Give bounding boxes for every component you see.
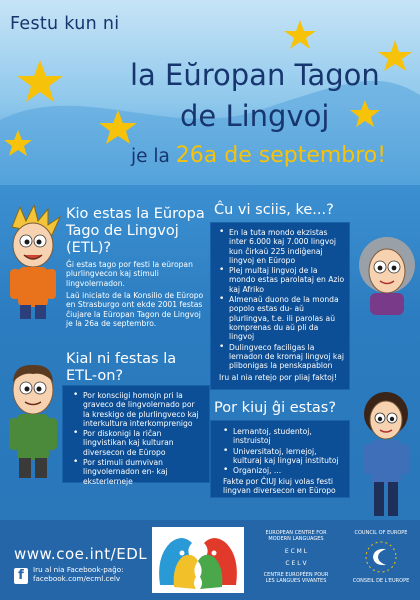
section-know-heading: Ĉu vi sciis, ke...?: [214, 202, 334, 218]
list-item: • Dulingveco faciligas la lernadon de kromaj lingvoj kaj plibonigas la penskapablon: [219, 343, 345, 371]
man-cartoon-figure: [4, 360, 62, 480]
section-how-panel: [62, 385, 210, 486]
coe-bottom-label: CONSEIL DE L'EUROPE: [352, 578, 410, 584]
coe-emblem-icon: [364, 540, 398, 574]
coe-top-label: COUNCIL OF EUROPE: [354, 530, 408, 536]
page-title-line-2: de Lingvoj: [180, 99, 330, 133]
ecml-bottom-line-2: LES LANGUES VIVANTES: [265, 578, 327, 584]
section-know-list: [211, 223, 349, 370]
ecml-top-line-1: EUROPEAN CENTRE FOR: [265, 530, 327, 536]
list-item: • Por diskonigi la riĉan lingvistikan kaj kulturan diversecon de Eŭropo: [73, 429, 203, 457]
section-who-heading: Por kiuj ĝi estas?: [214, 400, 337, 416]
section-who-panel: [210, 420, 350, 498]
facebook-line-1: Iru al nia Facebook-paĝo:: [33, 565, 124, 574]
facebook-icon[interactable]: f: [14, 568, 28, 584]
ecml-logo: [252, 530, 340, 590]
website-link[interactable]: www.coe.int/EDL: [14, 545, 148, 563]
woman-cartoon-figure: [355, 390, 417, 520]
list-item: • Plej multaj lingvoj de la mondo estas parolataj en Azio kaj Afriko: [219, 266, 345, 294]
section-know-panel: [210, 222, 350, 390]
intro-line: Festu kun ni: [10, 14, 120, 34]
council-of-europe-logo: [350, 530, 412, 590]
section-how-list: [63, 386, 209, 486]
ecml-bottom-line-1: CENTRE EUROPÉEN POUR: [263, 572, 329, 578]
section-how-heading: Kial ni festas la ETL-on?: [66, 351, 177, 384]
grandmother-cartoon-figure: [356, 235, 418, 315]
list-item: • Organizoj, ...: [223, 466, 345, 475]
section-what-para-1: Ĝi estas tago por festi la eŭropan plurlingvecon kaj stimuli lingvolernadon.: [66, 260, 193, 288]
list-item: • Por konsciigi homojn pri la graveco de lingvolernado por la kreskigo de plurlingveco kaj interkultura interkomprenigo: [73, 391, 203, 428]
celv-letters: C E L V: [285, 560, 307, 567]
list-item: • En la tuta mondo ekzistas inter 6.000 kaj 7.000 lingvoj kun ĉirkaŭ 225 indiĝenaj lingvoj en Eŭropo: [219, 228, 345, 265]
list-item: • Universitatoj, lernejoj, kulturaj kaj lingvaj institutoj: [223, 447, 345, 466]
facebook-line-2: facebook.com/ecml.celv: [33, 574, 121, 583]
ecml-top-line-2: MODERN LANGUAGES: [268, 536, 324, 542]
ecml-letters: E C M L: [284, 548, 308, 555]
list-item: • Por stimuli dumvivan lingvolernadon en- kaj eksterlerneje: [73, 458, 203, 486]
date-highlight: 26a de septembro!: [175, 143, 387, 168]
header-banner: [0, 0, 420, 185]
boy-cartoon-figure: [2, 205, 64, 320]
section-what-para-2: Laŭ iniciato de la Konsilio de Eŭropo en Strasburgo ont ekde 2001 festas ĉiujare la Eŭropan Tagon de Lingvoj je la 26a de septembro.: [66, 291, 204, 328]
section-who-footer: Fakte por ĈIUJ kiuj volas festi lingvan diversecon en Eŭropo: [223, 477, 336, 496]
edl-faces-icon: [152, 527, 244, 593]
list-item: • Lernantoj, studentoj, instruistoj: [223, 427, 345, 446]
facebook-link[interactable]: [33, 565, 124, 583]
list-item: • Almenaŭ duono de la monda popolo estas du- aŭ plurlingva, t.e. ili parolas aŭ komprenas du aŭ pli da lingvoj: [219, 295, 345, 341]
date-prefix: je la: [131, 146, 176, 167]
page-title-line-1: la Eŭropan Tagon: [130, 58, 380, 92]
section-what-heading: Kio estas la Eŭropa Tago de Lingvoj (ETL)?: [66, 206, 205, 256]
date-line: [131, 143, 386, 168]
edl-logo: [152, 527, 244, 593]
section-who-list: [211, 421, 349, 475]
section-know-footer: Iru al nia retejo por pliaj faktoj!: [219, 373, 337, 382]
